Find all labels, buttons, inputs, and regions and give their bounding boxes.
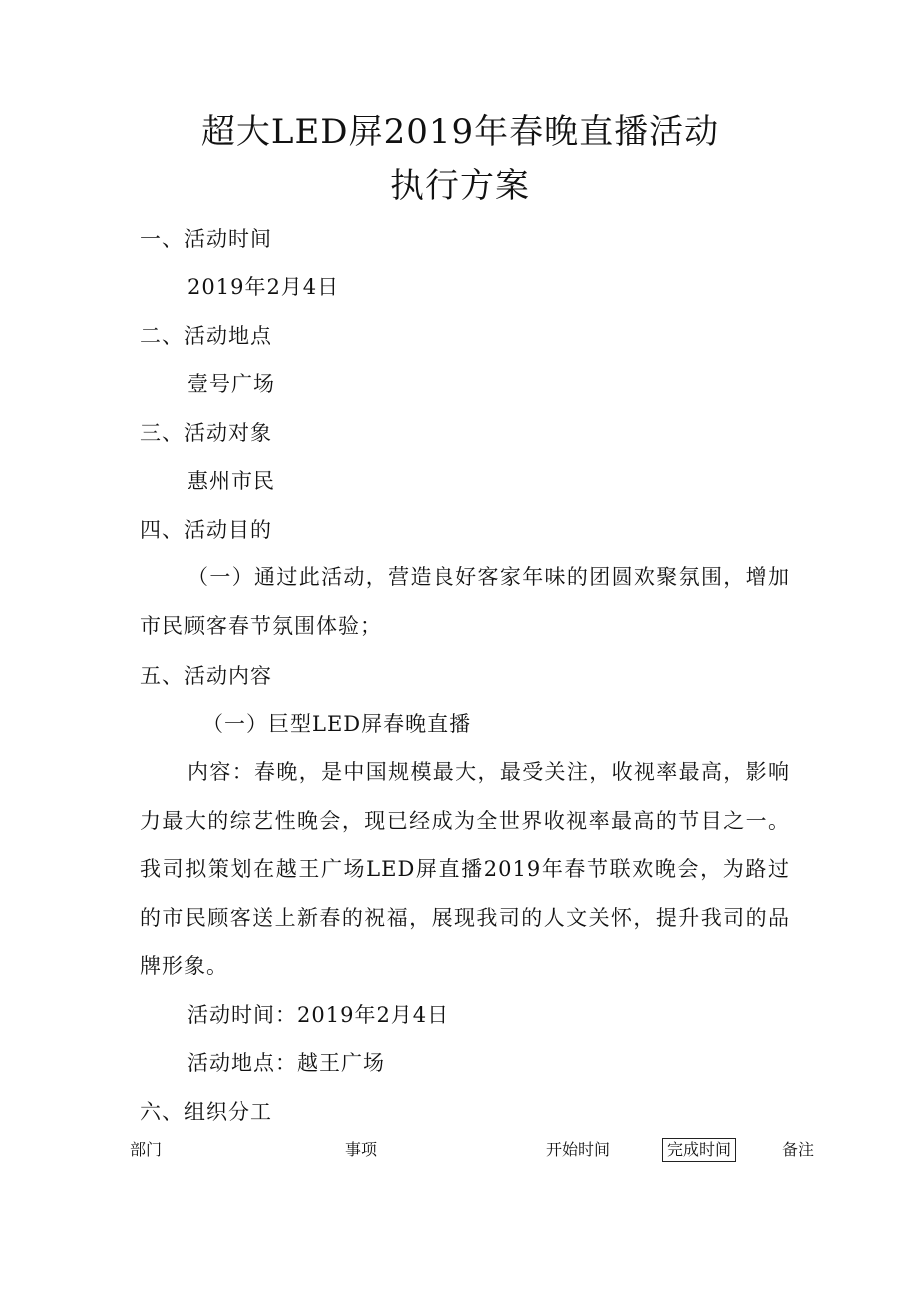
org-table-header <box>0 1138 920 1164</box>
document-title: 超大LED屏2019年春晚直播活动 <box>200 112 720 152</box>
section-1-heading: 一、活动时间 <box>140 227 272 251</box>
section-4-heading: 四、活动目的 <box>140 518 272 542</box>
section-5-subheading: （一）巨型LED屏春晚直播 <box>202 712 472 736</box>
table-header-remarks: 备注 <box>782 1140 815 1159</box>
table-header-start-time: 开始时间 <box>546 1140 611 1159</box>
section-1-content: 2019年2月4日 <box>187 275 340 299</box>
document-subtitle: 执行方案 <box>390 166 530 206</box>
table-header-finish-time: 完成时间 <box>662 1138 736 1162</box>
section-2-heading: 二、活动地点 <box>140 324 272 348</box>
section-5-paragraph: 内容：春晚，是中国规模最大，最受关注，收视率最高，影响力最大的综艺性晚会，现已经成为全世界收视率最高的节目之一。我司拟策划在越王广场LED屏直播2019年春节联欢晚会，为路过的市民顾客送上新春的祝福，展现我司的人文关怀，提升我司的品牌形象。 <box>140 760 790 978</box>
table-header-task: 事项 <box>345 1140 378 1159</box>
section-5-place: 活动地点：越王广场 <box>187 1051 385 1075</box>
table-header-department: 部门 <box>130 1140 163 1159</box>
section-3-heading: 三、活动对象 <box>140 421 272 445</box>
section-5-heading: 五、活动内容 <box>140 664 272 688</box>
section-2-content: 壹号广场 <box>187 372 275 396</box>
section-5-time: 活动时间：2019年2月4日 <box>187 1003 450 1027</box>
section-6-heading: 六、组织分工 <box>140 1100 272 1124</box>
section-4-paragraph: （一）通过此活动，营造良好客家年味的团圆欢聚氛围，增加市民顾客春节氛围体验； <box>140 565 790 638</box>
section-3-content: 惠州市民 <box>187 469 275 493</box>
